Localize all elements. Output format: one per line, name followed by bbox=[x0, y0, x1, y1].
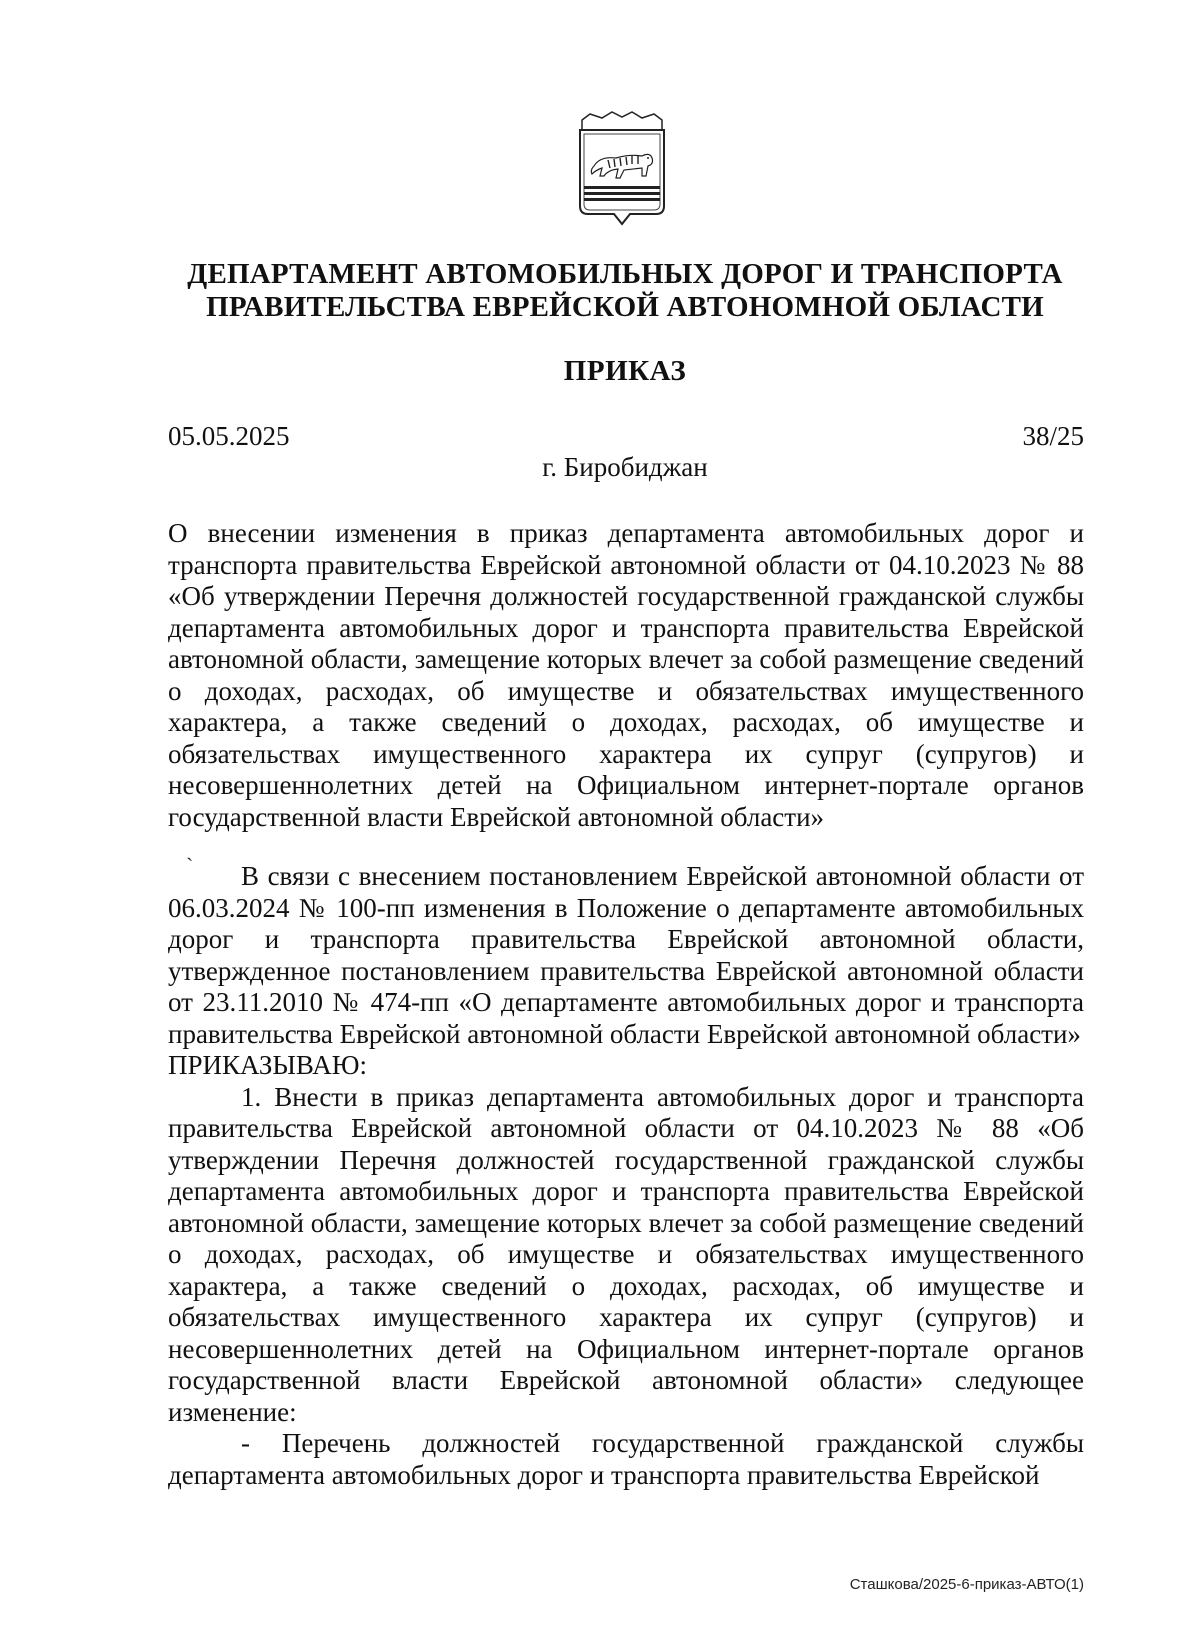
preamble-paragraph: В связи с внесением постановлением Еврейской автономной области от 06.03.2024 № 100-пп изменения в Положение о департаменте автомобильных дорог и транспорта правительства Еврейской автономной области, утвержденное постановлением правительства Еврейской автономной области от 23.11.2010 № 474-пп «О департаменте автомобильных дорог и транспорта правительства Еврейской автономной области Еврейской автономной области» bbox=[168, 861, 1084, 1049]
org-line-2: ПРАВИТЕЛЬСТВА ЕВРЕЙСКОЙ АВТОНОМНОЙ ОБЛАСТИ bbox=[206, 291, 1044, 323]
document-date: 05.05.2025 bbox=[168, 421, 290, 451]
document-subject bbox=[168, 518, 1084, 833]
order-word: ПРИКАЗЫВАЮ: bbox=[168, 1050, 367, 1080]
organization-name bbox=[0, 258, 1200, 324]
document-city: г. Биробиджан bbox=[542, 452, 708, 482]
document-body bbox=[168, 861, 1084, 1491]
subject-text: О внесении изменения в приказ департамента автомобильных дорог и транспорта правительства Еврейской автономной области от 04.10.2023 № 88 «Об утверждении Перечня должностей государственной гражданской службы департамента автомобильных дорог и транспорта правительства Еврейской автономной области, замещение которых влечет за собой размещение сведений о доходах, расходах, об имуществе и обязательствах имущественного характера, а также сведений о доходах, расходах, об имуществе и обязательствах имущественного характера их супруг (супругов) и несовершеннолетних детей на Официальном интернет-портале органов государственной власти Еврейской автономной области» bbox=[168, 518, 1084, 832]
order-item-1: 1. Внести в приказ департамента автомобильных дорог и транспорта правительства Еврейской автономной области от 04.10.2023 № 88 «Об утверждении Перечня должностей государственной гражданской службы департамента автомобильных дорог и транспорта правительства Еврейской автономной области, замещение которых влечет за собой размещение сведений о доходах, расходах, об имуществе и обязательствах имущественного характера, а также сведений о доходах, расходах, об имуществе и обязательствах имущественного характера их супруг (супругов) и несовершеннолетних детей на Официальном интернет-портале органов государственной власти Еврейской автономной области» следующее изменение: bbox=[168, 1081, 1084, 1427]
org-line-1: ДЕПАРТАМЕНТ АВТОМОБИЛЬНЫХ ДОРОГ И ТРАНСПОРТА bbox=[187, 258, 1063, 290]
footer-code: Сташкова/2025-6-приказ-АВТО(1) bbox=[849, 1576, 1084, 1593]
coat-of-arms-tiger-icon bbox=[572, 108, 672, 232]
scan-mark: ` bbox=[186, 853, 194, 878]
order-item-1-sub: - Перечень должностей государственной гражданской службы департамента автомобильных дорог и транспорта правительства Еврейской bbox=[168, 1428, 1084, 1490]
document-type: ПРИКАЗ bbox=[563, 355, 687, 387]
document-number: 38/25 bbox=[1022, 421, 1084, 451]
